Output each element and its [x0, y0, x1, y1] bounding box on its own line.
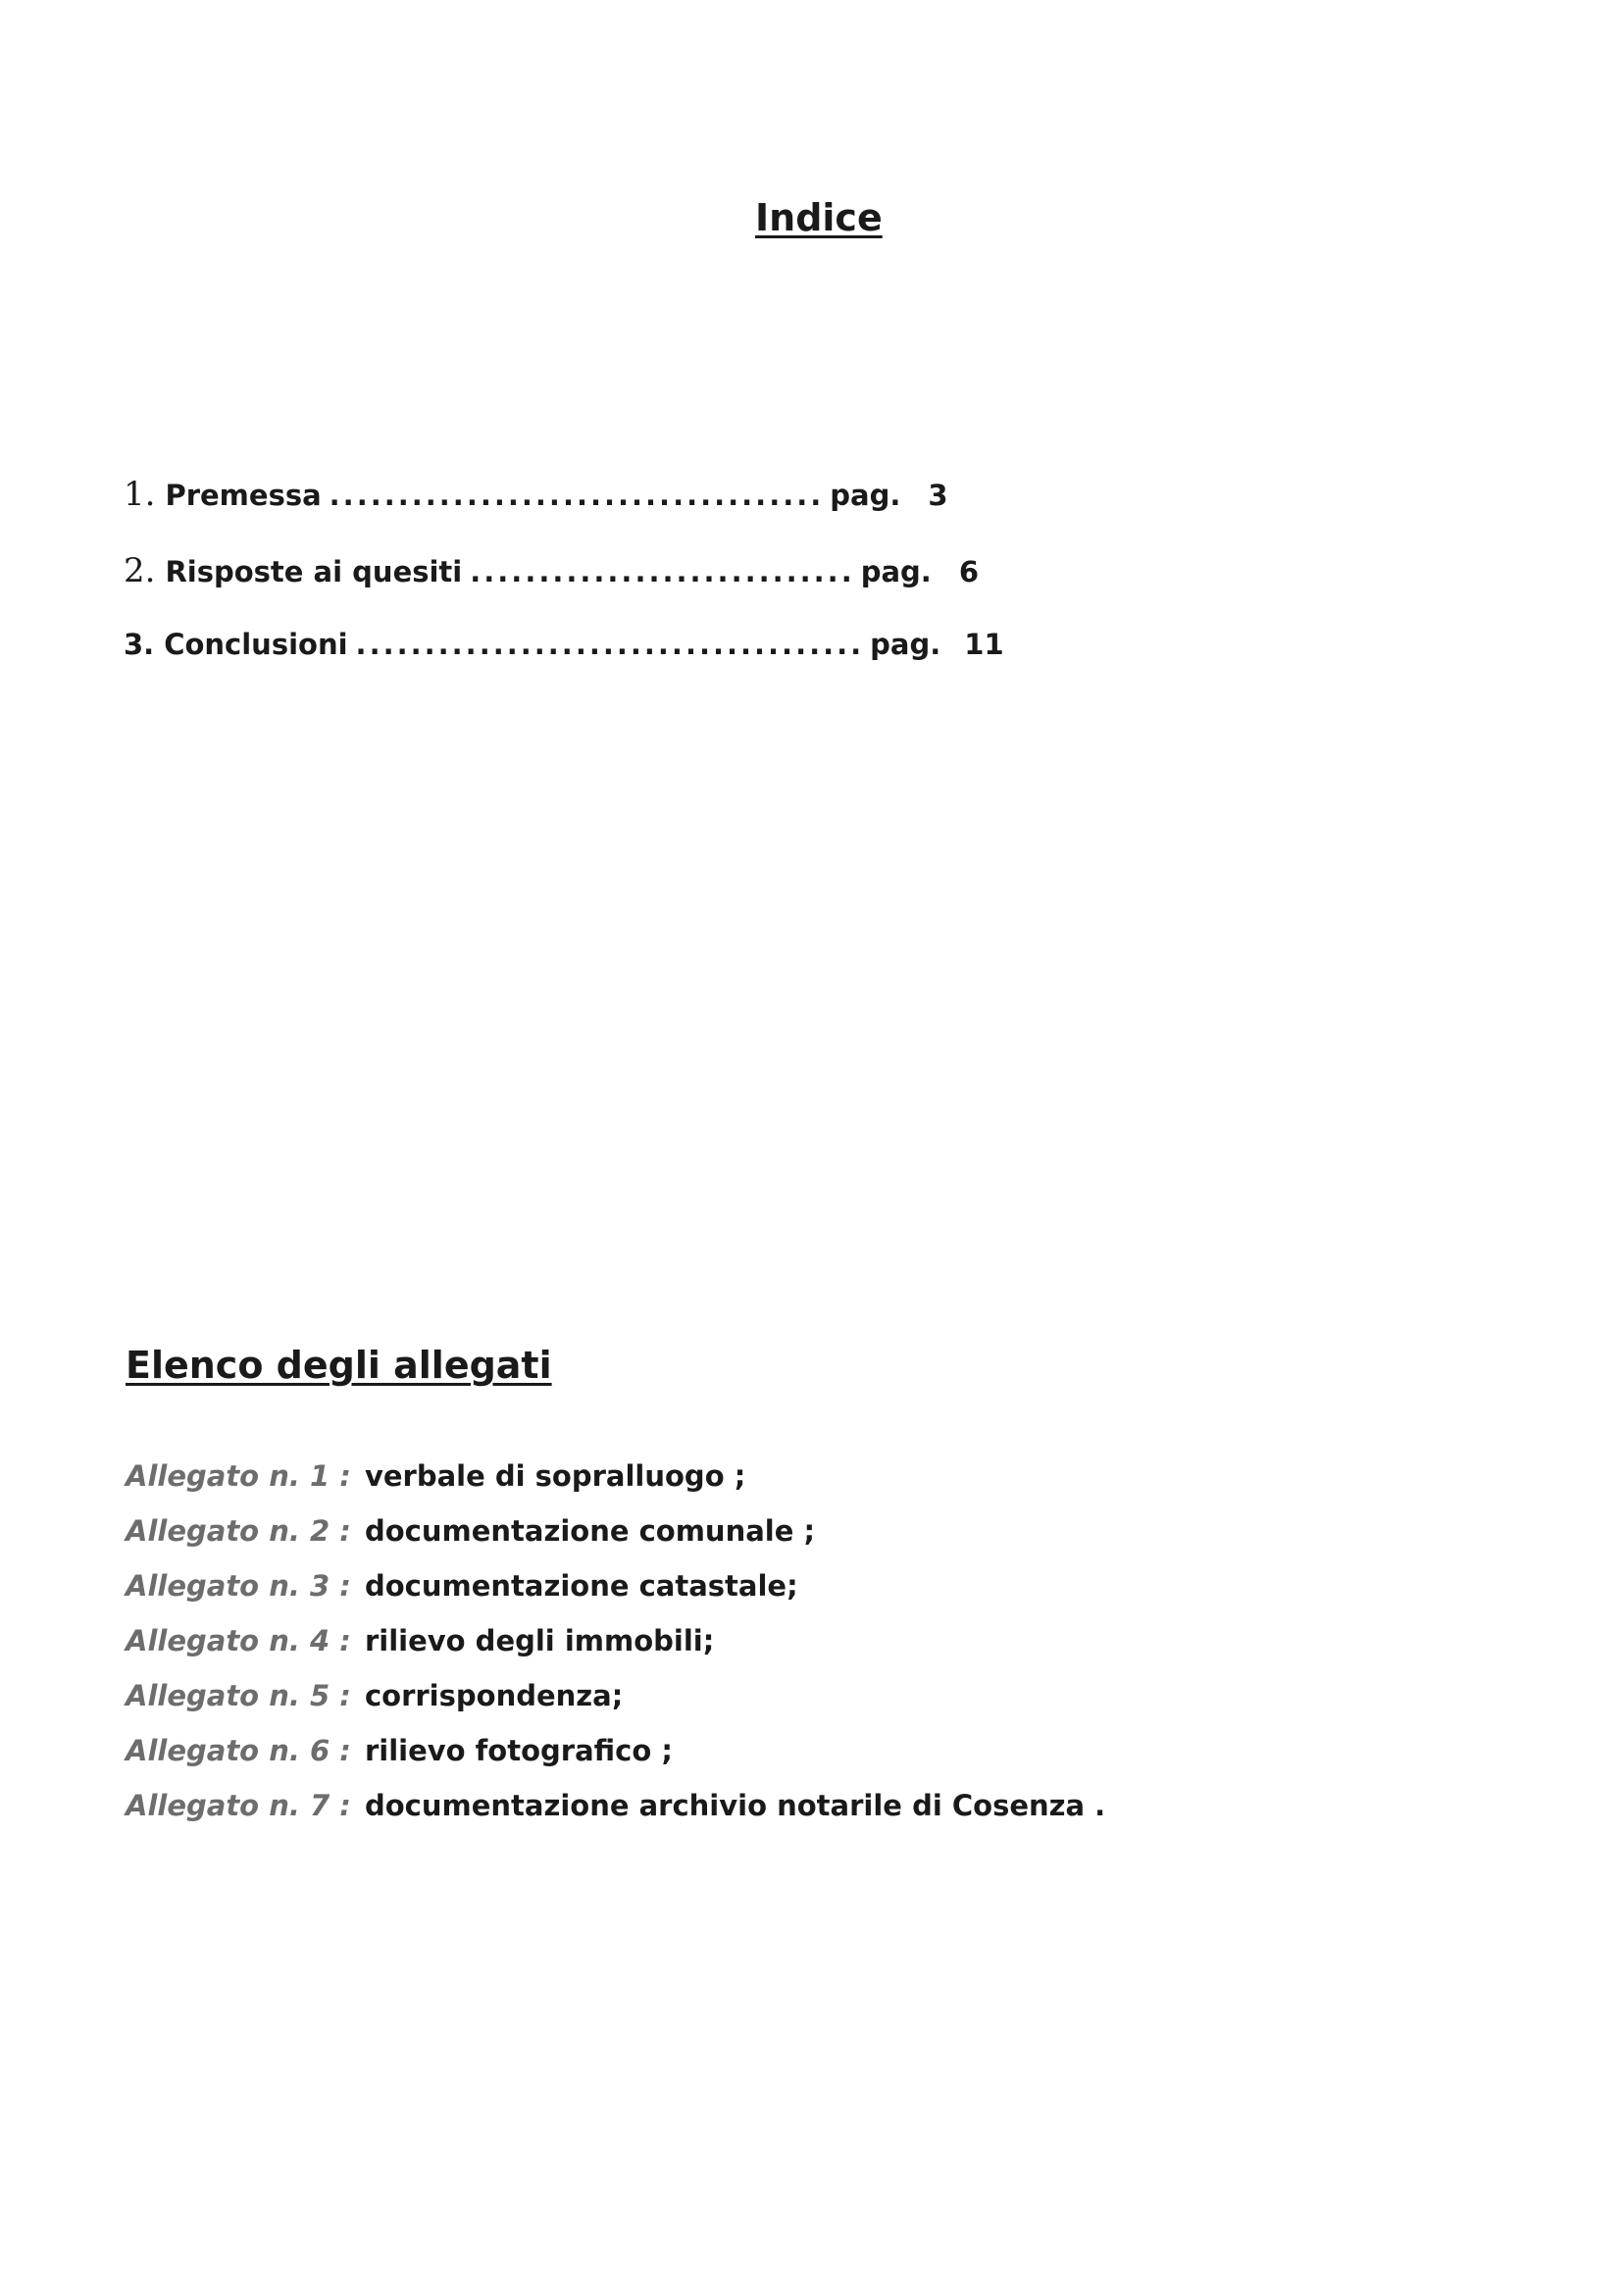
toc-item-number: 3. [124, 628, 155, 661]
attachment-prefix: Allegato n. 3 [126, 1569, 330, 1603]
toc-item-number: 2. [124, 551, 156, 590]
toc-item-risposte [124, 551, 979, 598]
attachment-description: rilievo fotografico ; [364, 1734, 673, 1767]
toc-item-pag-label: pag. [830, 479, 901, 512]
toc-item-leader-dots: ............................ [470, 555, 855, 588]
page-title: Indice [755, 196, 883, 239]
attachment-separator: : [339, 1459, 351, 1493]
attachment-description: verbale di sopralluogo ; [364, 1459, 746, 1493]
attachment-prefix: Allegato n. 7 [126, 1789, 330, 1822]
toc-item-conclusioni [124, 628, 1004, 675]
attachment-separator: : [339, 1514, 351, 1548]
attachment-separator: : [339, 1789, 351, 1822]
attachment-prefix: Allegato n. 1 [126, 1459, 330, 1493]
attachment-description: documentazione catastale; [364, 1569, 798, 1603]
attachment-item-4 [126, 1624, 1105, 1679]
toc-item-label: Conclusioni [164, 628, 348, 661]
toc-item-label: Risposte ai quesiti [165, 555, 463, 588]
attachment-description: corrispondenza; [364, 1679, 624, 1712]
attachment-item-6 [126, 1734, 1105, 1789]
attachments-heading: Elenco degli allegati [126, 1344, 552, 1387]
toc-item-leader-dots: ..................................... [355, 628, 865, 661]
toc-item-pag-label: pag. [860, 555, 932, 588]
attachment-item-5 [126, 1679, 1105, 1734]
attachment-description: rilievo degli immobili; [364, 1624, 715, 1657]
toc-item-number: 1. [124, 475, 156, 514]
toc-item-page-number: 6 [958, 555, 980, 588]
attachment-separator: : [339, 1679, 351, 1712]
attachment-item-1 [126, 1459, 1105, 1514]
attachment-item-2 [126, 1514, 1105, 1569]
attachment-description: documentazione comunale ; [364, 1514, 816, 1548]
attachment-separator: : [339, 1624, 351, 1657]
toc-item-leader-dots: .................................... [329, 479, 825, 512]
attachment-separator: : [339, 1734, 351, 1767]
toc-item-label: Premessa [165, 479, 322, 512]
attachment-item-7 [126, 1789, 1105, 1844]
toc-item-pag-label: pag. [870, 628, 941, 661]
attachment-separator: : [339, 1569, 351, 1603]
attachment-prefix: Allegato n. 5 [126, 1679, 330, 1712]
toc-item-page-number: 11 [964, 628, 1004, 661]
toc-item-premessa [124, 475, 948, 522]
attachment-prefix: Allegato n. 6 [126, 1734, 330, 1767]
attachment-prefix: Allegato n. 4 [126, 1624, 330, 1657]
attachment-prefix: Allegato n. 2 [126, 1514, 330, 1548]
toc-item-page-number: 3 [928, 479, 948, 512]
attachment-description: documentazione archivio notarile di Cosenza . [364, 1789, 1106, 1822]
attachment-item-3 [126, 1569, 1105, 1624]
attachments-list [126, 1459, 1105, 1844]
